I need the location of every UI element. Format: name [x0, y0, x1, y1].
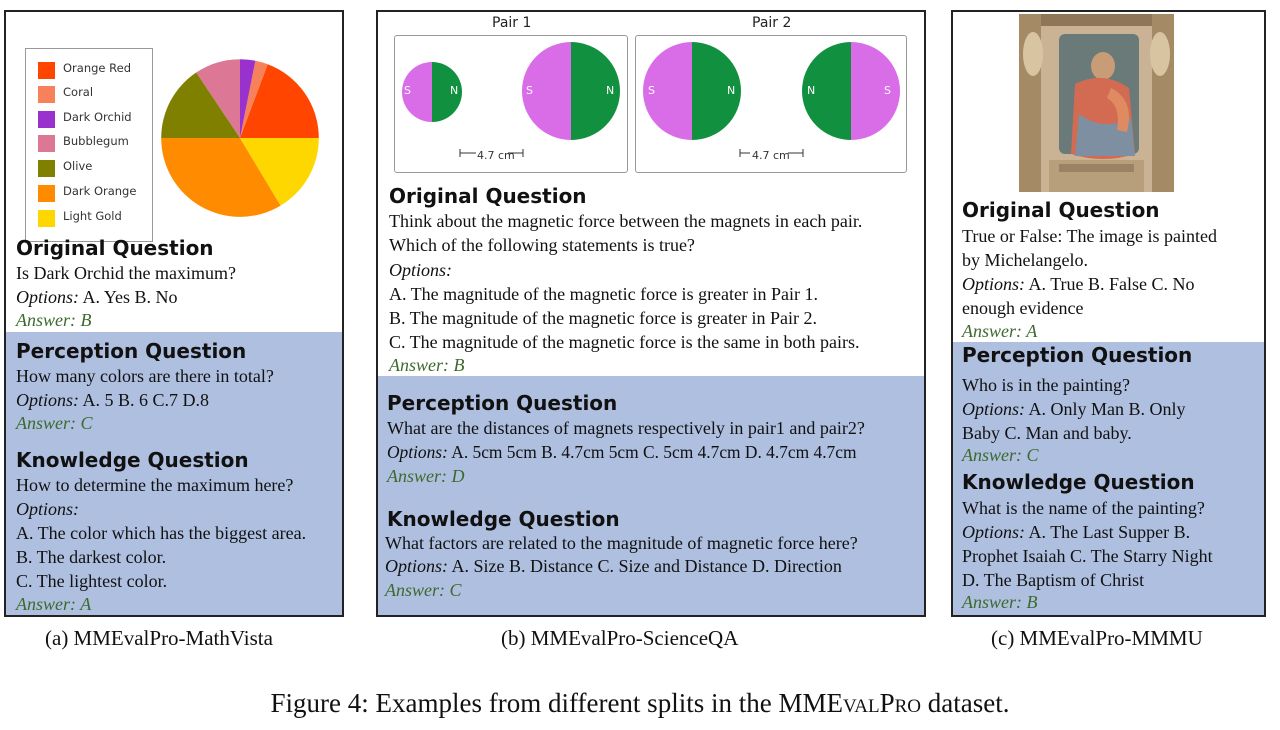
painting-image [1019, 14, 1174, 192]
original-option-c: C. The magnitude of the magnetic force is the same in both pairs. [389, 332, 860, 352]
pole-label-n: N [606, 84, 615, 97]
pole-label-n: N [807, 84, 816, 97]
perception-question-heading: Perception Question [16, 339, 247, 363]
pole-label-n: N [450, 84, 459, 97]
perception-question-heading: Perception Question [962, 343, 1193, 367]
original-question-heading: Original Question [962, 198, 1160, 222]
perception-options: Options: A. 5cm 5cm B. 4.7cm 5cm C. 5cm 4.7cm D. 4.7cm 4.7cm [387, 442, 857, 462]
perception-options-line-2: Baby C. Man and baby. [962, 423, 1132, 443]
perception-question-text: Who is in the painting? [962, 375, 1130, 395]
perception-answer: Answer: C [16, 413, 93, 433]
panel-scienceqa [376, 10, 926, 617]
original-options-line-2: enough evidence [962, 298, 1084, 318]
original-answer: Answer: B [16, 310, 92, 330]
knowledge-options-label: Options: [16, 499, 79, 519]
caption-c: (c) MMEvalPro-MMMU [991, 626, 1203, 650]
panel-mathvista [4, 10, 344, 617]
knowledge-question-heading: Knowledge Question [962, 470, 1195, 494]
original-question-text: Is Dark Orchid the maximum? [16, 263, 236, 283]
perception-options: Options: A. 5 B. 6 C.7 D.8 [16, 390, 210, 410]
knowledge-options-line-1: Options: A. The Last Supper B. [962, 522, 1191, 542]
original-option-a: A. The magnitude of the magnetic force is greater in Pair 1. [389, 284, 819, 304]
knowledge-question-text: How to determine the maximum here? [16, 475, 294, 495]
knowledge-question-heading: Knowledge Question [16, 448, 249, 472]
knowledge-answer: Answer: A [16, 594, 92, 614]
original-question-line-1: Think about the magnetic force between the magnets in each pair. [389, 211, 863, 231]
pair-1-title: Pair 1 [492, 15, 532, 31]
distance-label-2: 4.7 cm [752, 149, 790, 162]
magnets-diagram [378, 12, 924, 182]
pole-label-s: S [404, 84, 411, 97]
original-question-line-2: Which of the following statements is true? [389, 235, 695, 255]
original-question-heading: Original Question [389, 184, 587, 208]
original-question-heading: Original Question [16, 236, 214, 260]
pole-label-n: N [727, 84, 736, 97]
caption-a: (a) MMEvalPro-MathVista [45, 626, 273, 650]
knowledge-question-text: What is the name of the painting? [962, 498, 1205, 518]
pair-2-title: Pair 2 [752, 15, 792, 31]
original-answer: Answer: A [962, 321, 1038, 341]
knowledge-question-text: What factors are related to the magnitude of magnetic force here? [385, 533, 858, 553]
knowledge-question-heading: Knowledge Question [387, 507, 620, 531]
original-options: Options: A. Yes B. No [16, 287, 178, 307]
knowledge-options-line-2: Prophet Isaiah C. The Starry Night [962, 546, 1213, 566]
original-question-line-1: True or False: The image is painted [962, 226, 1217, 246]
figure-caption: Figure 4: Examples from different splits in the MMEvalPro dataset. [270, 688, 1010, 718]
original-options-line-1: Options: A. True B. False C. No [962, 274, 1195, 294]
pole-label-s: S [648, 84, 655, 97]
pie-chart [160, 58, 320, 218]
original-question-line-2: by Michelangelo. [962, 250, 1088, 270]
original-options-label: Options: [389, 260, 452, 280]
original-option-b: B. The magnitude of the magnetic force is greater in Pair 2. [389, 308, 818, 328]
caption-b: (b) MMEvalPro-ScienceQA [501, 626, 739, 650]
knowledge-options: Options: A. Size B. Distance C. Size and Distance D. Direction [385, 556, 842, 576]
perception-question-text: What are the distances of magnets respectively in pair1 and pair2? [387, 418, 865, 438]
knowledge-option-b: B. The darkest color. [16, 547, 167, 567]
knowledge-option-a: A. The color which has the biggest area. [16, 523, 307, 543]
knowledge-option-c: C. The lightest color. [16, 571, 168, 591]
distance-label-1: 4.7 cm [477, 149, 515, 162]
original-answer: Answer: B [389, 355, 465, 375]
perception-answer: Answer: C [962, 445, 1039, 465]
perception-answer: Answer: D [387, 466, 465, 486]
perception-options-line-1: Options: A. Only Man B. Only [962, 399, 1186, 419]
magnet-4-s [851, 42, 900, 140]
perception-question-text: How many colors are there in total? [16, 366, 274, 386]
pie-legend: Orange Red Coral Dark Orchid Bubblegum Olive Dark Orange Light Gold [25, 48, 153, 242]
pole-label-s: S [526, 84, 533, 97]
knowledge-answer: Answer: B [962, 592, 1038, 612]
knowledge-options-line-3: D. The Baptism of Christ [962, 570, 1145, 590]
pole-label-s: S [884, 84, 891, 97]
perception-question-heading: Perception Question [387, 391, 618, 415]
knowledge-answer: Answer: C [385, 580, 462, 600]
